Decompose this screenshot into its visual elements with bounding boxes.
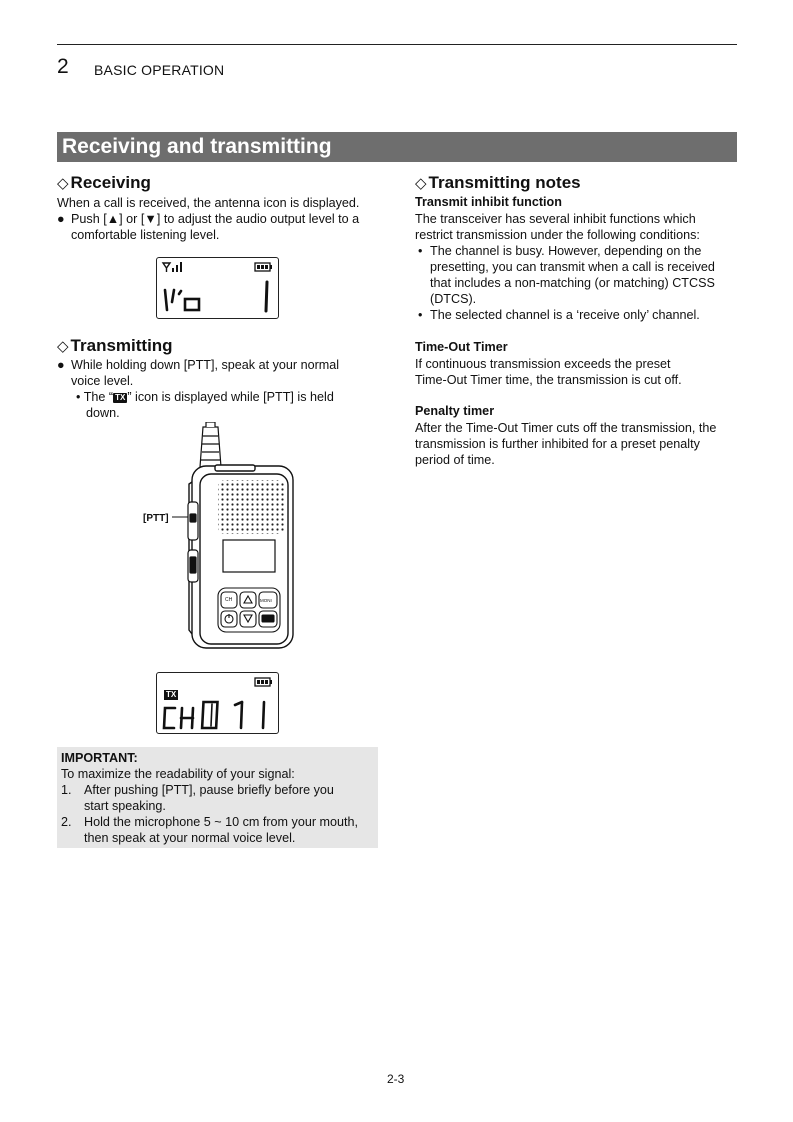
important-item-2: Hold the microphone 5 ~ 10 cm from your mouth, xyxy=(84,815,359,829)
tot-title: Time-Out Timer xyxy=(415,340,508,354)
radio-lcd xyxy=(223,540,275,572)
antenna-icon xyxy=(163,262,182,272)
receiving-heading: ◇ Receiving xyxy=(57,173,151,192)
important-item-1-cont: start speaking. xyxy=(84,799,166,813)
diamond-icon: ◇ xyxy=(415,175,427,192)
condition-1-line2: presetting, you can transmit when a call is received xyxy=(430,260,715,274)
important-intro: To maximize the readability of your signal: xyxy=(61,767,295,781)
important-item-1: After pushing [PTT], pause briefly before you xyxy=(84,783,334,797)
lcd-receive-display xyxy=(156,257,279,319)
penalty-text-2: transmission is further inhibited for a preset penalty xyxy=(415,437,700,451)
section-banner xyxy=(57,132,737,162)
penalty-title: Penalty timer xyxy=(415,404,495,418)
digit-one-segment xyxy=(266,282,267,311)
battery-icon xyxy=(255,678,272,686)
ptt-label: [PTT] xyxy=(143,513,169,524)
important-item-1-number: 1. xyxy=(61,783,72,797)
penalty-text-3: period of time. xyxy=(415,453,495,467)
important-item-2-number: 2. xyxy=(61,815,72,829)
speaker-grill xyxy=(218,480,284,534)
sub-bullet-icon: • xyxy=(76,390,81,404)
lcd-transmit-display xyxy=(156,672,279,734)
transmitting-bullet: ● While holding down [PTT], speak at your normal voice level. xyxy=(57,358,340,388)
diamond-icon: ◇ xyxy=(57,338,69,355)
sub-bullet-icon: • xyxy=(418,244,423,258)
diamond-icon: ◇ xyxy=(57,175,69,192)
transmitting-sub-bullet: • The “ TX ” icon is displayed while [PTT] is held xyxy=(76,390,334,404)
section-title: Receiving and transmitting xyxy=(62,135,332,158)
lcd-transmit-graphics xyxy=(157,673,278,733)
inhibit-title: Transmit inhibit function xyxy=(415,195,562,209)
tot-text-2: Time-Out Timer time, the transmission is cut off. xyxy=(415,373,682,387)
condition-1-line4: (DTCS). xyxy=(430,292,477,306)
inhibit-text-1: The transceiver has several inhibit functions which xyxy=(415,212,696,226)
condition-2: The selected channel is a ‘receive only’ channel. xyxy=(430,308,700,322)
important-item-2-cont: then speak at your normal voice level. xyxy=(84,831,296,845)
keypad xyxy=(218,588,280,632)
inhibit-text-2: restrict transmission under the following conditions: xyxy=(415,228,700,242)
lcd-receive-graphics xyxy=(157,258,278,318)
battery-icon xyxy=(255,263,272,271)
vo-segment-text xyxy=(165,290,199,310)
transmitting-sub-bullet-cont: down. xyxy=(86,406,120,420)
monitor-key-label: MONI xyxy=(260,598,272,603)
page-number: 2-3 xyxy=(387,1072,405,1086)
receiving-bullet: ● Push [▲] or [▼] to adjust the audio output level to a comfortable listening level. xyxy=(57,212,360,242)
antenna xyxy=(200,422,221,467)
receiving-intro: When a call is received, the antenna icon is displayed. xyxy=(57,196,360,210)
bullet-icon: ● xyxy=(57,212,65,226)
sub-bullet-icon: • xyxy=(418,308,423,322)
penalty-text-1: After the Time-Out Timer cuts off the transmission, the xyxy=(415,421,717,435)
condition-1-line3: that includes a non-matching (or matching) CTCSS xyxy=(430,276,715,290)
tx-icon: TX xyxy=(115,393,126,402)
important-title: IMPORTANT: xyxy=(61,751,138,765)
header-rule xyxy=(57,44,737,45)
radio-illustration xyxy=(170,422,300,652)
ch-key-label: CH xyxy=(225,597,233,603)
bullet-icon: ● xyxy=(57,358,65,372)
chapter-title: BASIC OPERATION xyxy=(94,62,225,78)
transmitting-heading: ◇ Transmitting xyxy=(57,336,173,355)
ch01-segment-text xyxy=(164,702,264,728)
lcd-tx-icon: TX xyxy=(166,690,177,699)
notes-heading: ◇ Transmitting notes xyxy=(415,173,581,192)
tot-text-1: If continuous transmission exceeds the preset xyxy=(415,357,671,371)
chapter-number: 2 xyxy=(57,55,69,78)
important-box xyxy=(57,747,378,848)
condition-1: The channel is busy. However, depending on the xyxy=(430,244,702,258)
